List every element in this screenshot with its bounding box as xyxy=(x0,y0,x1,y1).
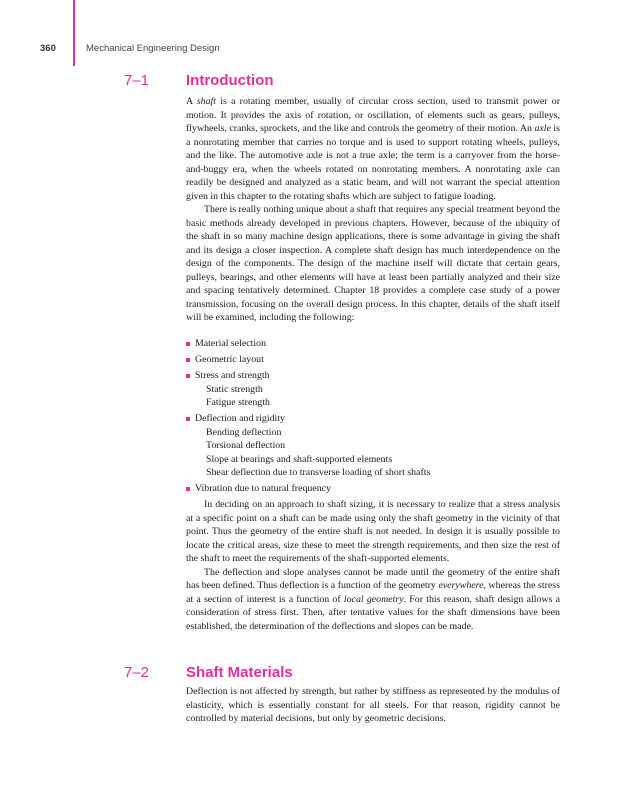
margin-rule xyxy=(73,0,75,66)
paragraph: The deflection and slope analyses cannot be made until the geometry of the entire shaft has been defined. Thus deflection is a function of the geometry everywhere, whereas the stress at a section of interest is a function of local geometry. For this reason, shaft design allows a consideration of stress first. Then, after tentative values for the shaft dimensions have been established, the determination of the deflections and slopes can be made. xyxy=(186,566,560,632)
bullet-subitem: Torsional deflection xyxy=(206,440,286,451)
bullet-subitem: Shear deflection due to transverse loading of short shafts xyxy=(206,467,431,478)
section-number: 7–2 xyxy=(124,664,150,681)
topic-bullet-list xyxy=(186,337,566,498)
bullet-marker xyxy=(186,374,190,378)
section-heading-shaft-materials xyxy=(124,664,584,684)
bullet-marker xyxy=(186,342,190,346)
bullet-subitem: Slope at bearings and shaft-supported elements xyxy=(206,453,393,465)
paragraph: In deciding on an approach to shaft sizing, it is necessary to realize that a stress analysis at a specific point on a shaft can be made using only the shaft geometry in the vicinity of that point. Thus the geometry of the entire shaft is not needed. In design it is usually possible to locate the critical areas, size these to meet the strength requirements, and then size the rest of the shaft to meet the requirements of the shaft-supported elements. xyxy=(186,499,560,564)
page-number: 360 xyxy=(40,43,56,54)
bullet-label: Stress and strength xyxy=(195,370,270,381)
bullet-marker xyxy=(186,417,190,421)
bullet-item xyxy=(186,337,566,351)
bullet-subitem: Static strength xyxy=(206,383,263,395)
intro-paragraphs xyxy=(186,95,560,325)
term-axle: axle xyxy=(534,123,551,134)
term-shaft: shaft xyxy=(196,96,217,107)
section-number: 7–1 xyxy=(124,72,150,89)
section-title: Shaft Materials xyxy=(186,664,293,681)
bullet-subitem: Fatigue strength xyxy=(206,397,270,408)
emphasis-everywhere: everywhere xyxy=(438,580,484,591)
bullet-item xyxy=(186,482,566,496)
section-heading-introduction xyxy=(124,72,584,92)
bullet-marker xyxy=(186,487,190,491)
section-title: Introduction xyxy=(186,72,274,89)
bullet-item xyxy=(186,353,566,367)
paragraph: Deflection is not affected by strength, but rather by stiffness as represented by the modulus of elasticity, which is essentially constant for all steels. For that reason, rigidity cannot be controlled by material decisions, but only by geometric decisions. xyxy=(186,686,560,724)
bullet-subitem: Bending deflection xyxy=(206,426,282,438)
bullet-marker xyxy=(186,358,190,362)
bullet-label: Vibration due to natural frequency xyxy=(195,483,331,494)
book-title: Mechanical Engineering Design xyxy=(86,43,220,54)
paragraph: A shaft is a rotating member, usually of circular cross section, used to transmit power or motion. It provides the axis of rotation, or oscillation, of elements such as gears, pulleys, flywheels, cranks, sprockets, and the like and controls the geometry of their motion. An axle is a nonrotating member that carries no torque and is used to support rotating wheels, pulleys, and the like. The automotive axle is not a true axle; the term is a carryover from the horse-and-buggy era, when the wheels rotated on nonrotating members. A nonrotating axle can readily be designed and analyzed as a static beam, and will not warrant the special attention given in this chapter to the rotating shafts which are subject to fatigue loading. xyxy=(186,96,561,202)
bullet-item xyxy=(186,369,566,410)
bullet-label: Geometric layout xyxy=(195,354,264,365)
sizing-paragraphs xyxy=(186,498,560,633)
bullet-item xyxy=(186,412,566,480)
paragraph: There is really nothing unique about a shaft that requires any special treatment beyond the basic methods already developed in previous chapters. However, because of the ubiquity of the shaft in so many machine design applications, there is some advantage in giving the shaft and its design a closer inspection. A complete shaft design has much interdependence on the design of the components. The design of the machine itself will dictate that certain gears, pulleys, bearings, and other elements will have at least been partially analyzed and their size and spacing tentatively determined. Chapter 18 provides a complete case study of a power transmission, focusing on the overall design process. In this chapter, details of the shaft itself will be examined, including the following: xyxy=(186,204,560,323)
bullet-label: Material selection xyxy=(195,338,267,349)
materials-paragraph xyxy=(186,685,560,726)
emphasis-local-geometry: local geometry xyxy=(343,593,404,605)
bullet-label: Deflection and rigidity xyxy=(195,413,285,424)
